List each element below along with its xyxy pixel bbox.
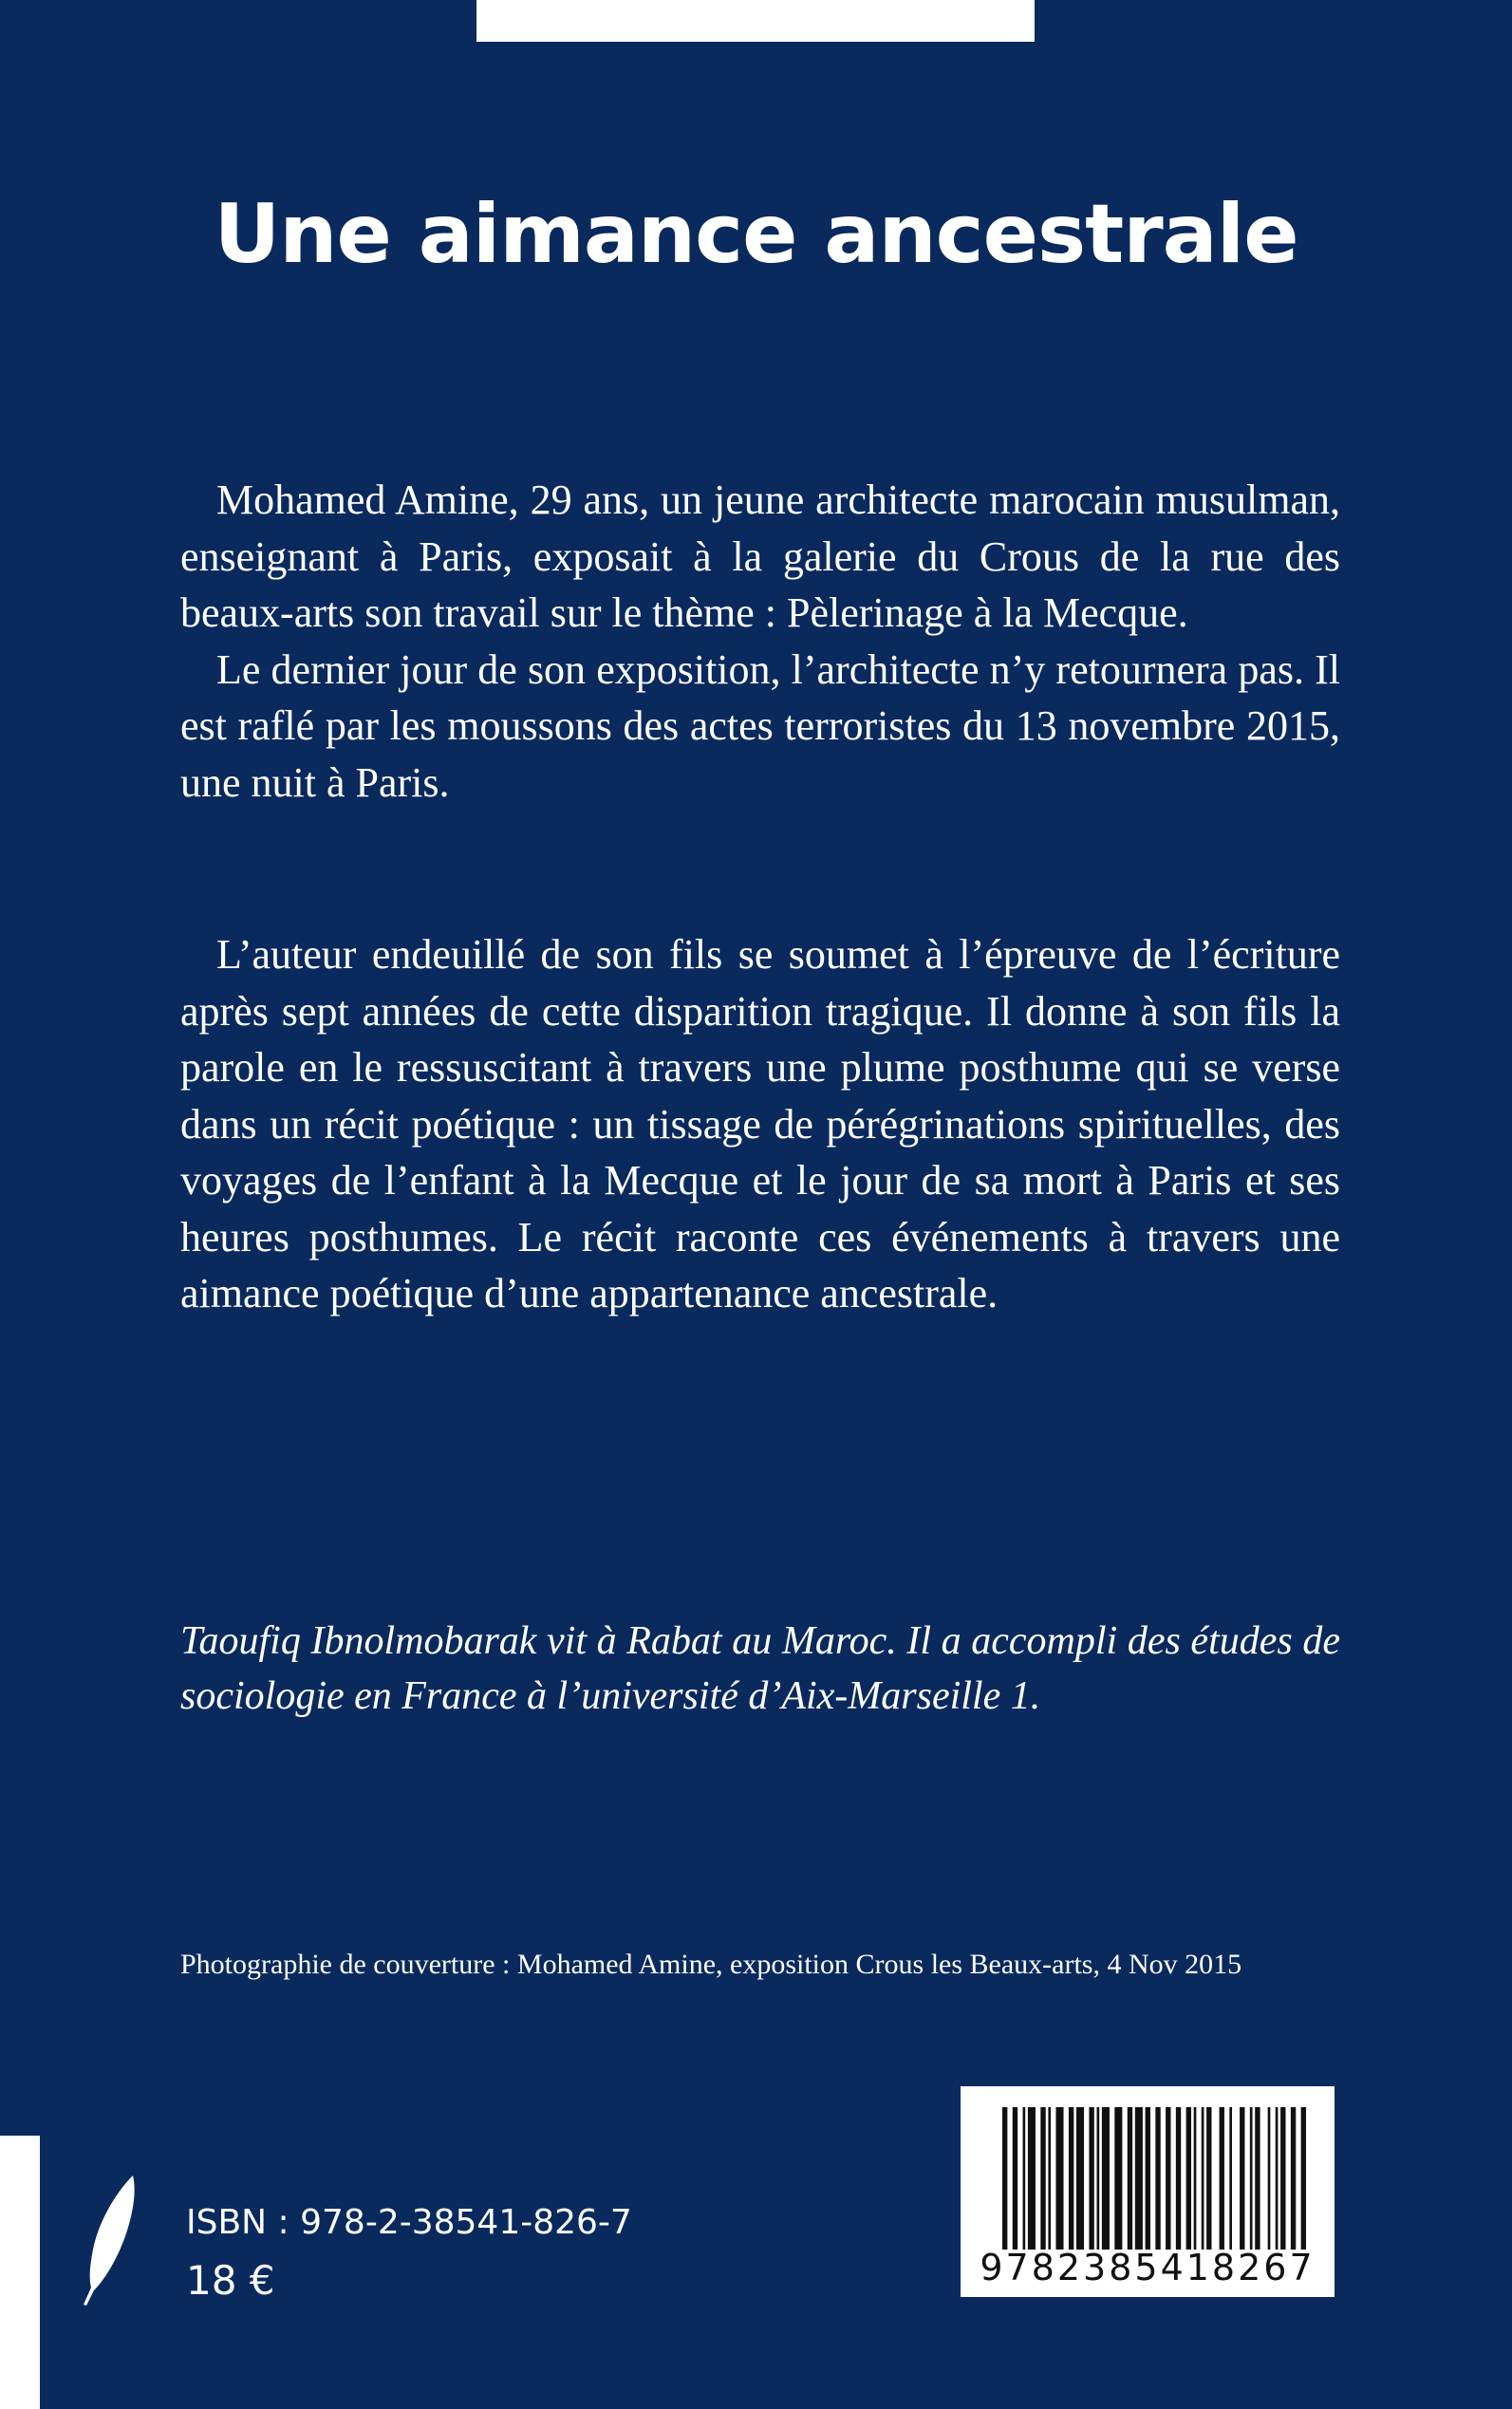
photo-credit: Photographie de couverture : Mohamed Amine, exposition Crous les Beaux-arts, 4 Nov 2015 [180, 1949, 1242, 1980]
barcode-bar [1128, 2107, 1132, 2250]
barcode-bar [1028, 2107, 1036, 2250]
barcode-bar [1268, 2107, 1271, 2250]
synopsis-block-1 [180, 472, 1340, 811]
barcode-bar [1240, 2107, 1244, 2250]
barcode-bar [1276, 2107, 1279, 2250]
barcode-bar [1250, 2107, 1253, 2250]
barcode-bar [1206, 2107, 1211, 2250]
isbn-label: ISBN : 978-2-38541-826-7 [186, 2203, 632, 2242]
barcode-bar [1040, 2107, 1045, 2250]
barcode [961, 2086, 1335, 2297]
price-label: 18 € [186, 2257, 275, 2304]
barcode-bar [1220, 2107, 1224, 2250]
barcode-bar [1301, 2107, 1306, 2250]
barcode-bar [1255, 2107, 1260, 2250]
barcode-bar [1155, 2107, 1160, 2250]
barcode-bar [1166, 2107, 1170, 2250]
left-white-edge [0, 2136, 40, 2409]
barcode-bar [1089, 2107, 1093, 2250]
barcode-bar [1076, 2107, 1084, 2250]
barcode-bar [1280, 2107, 1285, 2250]
barcode-bar [1023, 2107, 1026, 2250]
barcode-bar [1069, 2107, 1073, 2250]
barcode-bar [1202, 2107, 1204, 2250]
barcode-bar [1229, 2107, 1232, 2250]
barcode-bar [1146, 2107, 1150, 2250]
synopsis-paragraph-2: Le dernier jour de son exposition, l’architecte n’y retournera pas. Il est raflé par les moussons des actes terroristes du 13 novembre 2015, une nuit à Paris. [180, 645, 1340, 806]
synopsis-block-2 [180, 926, 1340, 1322]
barcode-bar [1135, 2107, 1143, 2250]
barcode-bar [1055, 2107, 1063, 2250]
barcode-bar [1186, 2107, 1191, 2250]
synopsis-paragraph-1: Mohamed Amine, 29 ans, un jeune architecte marocain musulman, enseignant à Paris, exposait à la galerie du Crous de la rue des beaux-arts son travail sur le thème : Pèlerinage à la Mecque. [180, 476, 1340, 636]
author-bio: Taoufiq Ibnolmobarak vit à Rabat au Maroc. Il a accompli des études de sociologie en France à l’université d’Aix-Marseille 1. [180, 1619, 1340, 1718]
barcode-bar [1013, 2107, 1017, 2250]
top-white-tab [476, 0, 1035, 42]
barcode-bars [1002, 2107, 1306, 2250]
synopsis-paragraph-3: L’auteur endeuillé de son fils se soumet à l’épreuve de l’écriture après sept années de cette disparition tragique. Il donne à son fils la parole en le ressuscitant à travers une plume posthume qui se verse dans un récit poétique : un tissage de pérégrinations spirituelles, des voyages de l’enfant à la Mecque et le jour de sa mort à Paris et ses heures posthumes. Le récit raconte ces événements à travers une aimance poétique d’une appartenance ancestrale. [180, 931, 1340, 1317]
barcode-bar [1102, 2107, 1110, 2250]
barcode-bar [1291, 2107, 1296, 2250]
quill-feather-icon [78, 2174, 144, 2306]
barcode-bar [1114, 2107, 1122, 2250]
book-title: Une aimance ancestrale [214, 187, 1298, 282]
barcode-bar [1002, 2107, 1007, 2250]
barcode-bar [1048, 2107, 1051, 2250]
barcode-bar [1096, 2107, 1099, 2250]
barcode-bar [1176, 2107, 1181, 2250]
barcode-bar [1194, 2107, 1197, 2250]
barcode-digits: 9782385418267 [980, 2247, 1316, 2288]
